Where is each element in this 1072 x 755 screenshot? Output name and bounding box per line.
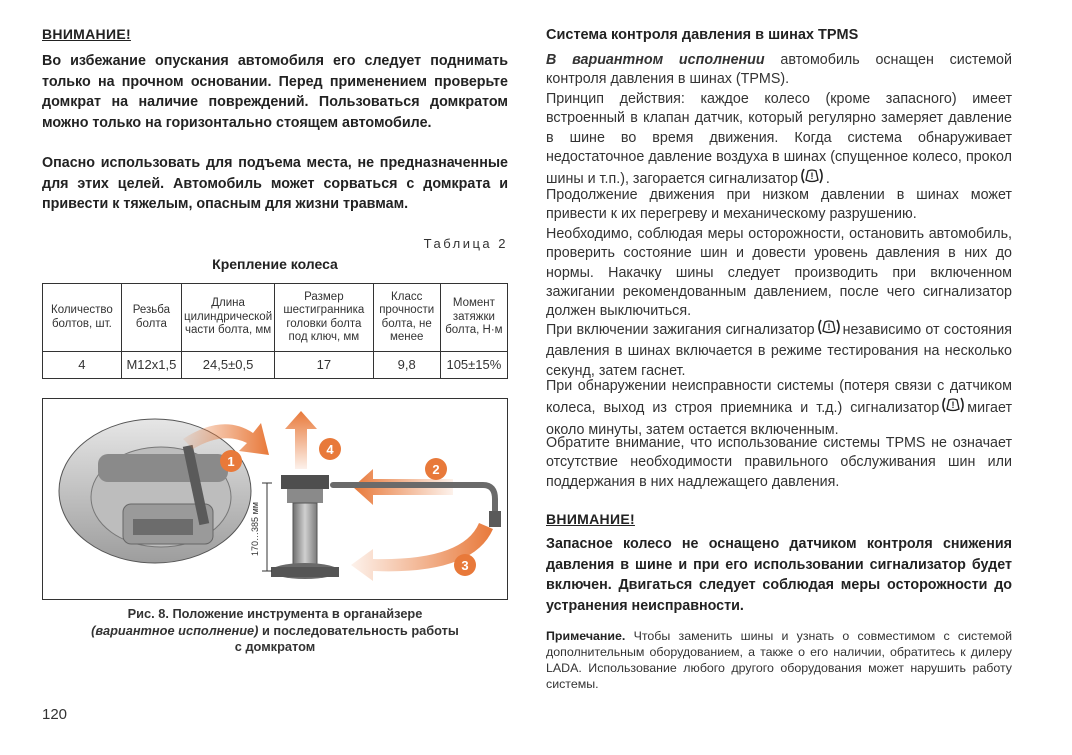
tpms-ignition-paragraph bbox=[546, 318, 1012, 381]
caption-line-2-rest: и последовательность работы bbox=[258, 622, 459, 638]
tpms-action-paragraph: Необходимо, соблюдая меры осторожности, остановить автомобиль, проверить состояние шин и довести уровень давления в них до нормы. Накачку шины следует производить при включенном зажигании рекомендованным давлением, после чего сигнализатор должен выключиться. bbox=[546, 226, 1012, 320]
table-cell: 24,5±0,5 bbox=[181, 352, 274, 379]
svg-text:!: ! bbox=[810, 171, 814, 182]
ignition-text-b: независимо от состояния давления в шинах включается в режиме тестирования на несколько секунд, затем гаснет. bbox=[546, 321, 1012, 379]
tpms-warning-icon bbox=[941, 396, 965, 420]
tpms-intro-paragraph bbox=[546, 51, 1012, 90]
table-cell: 4 bbox=[43, 352, 122, 379]
dimension-marker bbox=[250, 483, 272, 571]
malfunction-text-a: При обнаружении неисправности системы (потеря связи с датчиком колеса, выход из строя приемника и т.д.) сигнализатор bbox=[546, 378, 1012, 417]
step-2-number: 2 bbox=[432, 462, 440, 477]
step-3-number: 3 bbox=[461, 558, 469, 573]
table-cell: 105±15% bbox=[440, 352, 507, 379]
table-header-cell: Класс прочности болта, не менее bbox=[373, 284, 440, 352]
note-label: Примечание. bbox=[546, 629, 626, 643]
jack bbox=[271, 475, 339, 579]
warning-heading-right: ВНИМАНИЕ! bbox=[546, 511, 635, 527]
tpms-malfunction-paragraph bbox=[546, 377, 1012, 440]
table-header-cell: Длина цилиндрической части болта, мм bbox=[181, 284, 274, 352]
section-title-tpms: Система контроля давления в шинах TPMS bbox=[546, 27, 859, 43]
table-header-cell: Резьба болта bbox=[121, 284, 181, 352]
step-1-number: 1 bbox=[227, 454, 235, 469]
caption-line-2 bbox=[42, 623, 508, 640]
svg-text:!: ! bbox=[951, 400, 955, 411]
tpms-principle-paragraph bbox=[546, 90, 1012, 191]
table-header-cell: Момент затяжки болта, Н·м bbox=[440, 284, 507, 352]
ignition-text-a: При включении зажигания сигнализатор bbox=[546, 321, 815, 338]
arrow-step-3 bbox=[351, 523, 493, 581]
warning-paragraph-2: Опасно использовать для подъема места, не предназначенные для этих целей. Автомобиль может сорваться с домкрата и привести к тяжелым, опасным для жизни травмам. bbox=[42, 155, 508, 212]
table-header-row bbox=[43, 284, 508, 352]
caption-italic: (вариантное исполнение) bbox=[91, 622, 259, 638]
tpms-consequence-paragraph: Продолжение движения при низком давлении в шинах может привести к их перегреву и механическому разрушению. bbox=[546, 187, 1012, 223]
page-number: 120 bbox=[42, 706, 68, 723]
table-header-cell: Размер шестигранника головки болта под ключ, мм bbox=[275, 284, 373, 352]
table-header-cell: Количество болтов, шт. bbox=[43, 284, 122, 352]
principle-end: . bbox=[825, 171, 830, 188]
note-text: Чтобы заменить шины и узнать о совместимом с системой дополнительным оборудованием, а также о его наличии, обратитесь к дилеру LADA. Использование любого другого оборудования может нарушить работу системы. bbox=[546, 629, 1012, 691]
caption-line-3: с домкратом bbox=[234, 639, 316, 654]
dimension-label: 170…385 мм bbox=[250, 502, 260, 556]
principle-text: Принцип действия: каждое колесо (кроме запасного) имеет встроенный в клапан датчик, который регулярно замеряет давление в шине во время движения. Когда система обнаруживает недостаточное давление воздуха в шинах (спущенное колесо, прокол шины и т.п.), загорается сигнализатор bbox=[546, 91, 1012, 188]
table-label: Таблица 2 bbox=[423, 236, 508, 251]
organizer-tray bbox=[59, 419, 251, 563]
arrow-step-4 bbox=[285, 411, 341, 469]
table-title: Крепление колеса bbox=[212, 256, 338, 272]
note-paragraph bbox=[546, 628, 1012, 692]
wheel-fastening-table bbox=[42, 283, 508, 379]
table-row bbox=[43, 352, 508, 379]
tpms-notice-paragraph: Обратите внимание, что использование системы TPMS не означает отсутствие необходимости правильного обслуживания шин или поддержания в них надлежащего давления. bbox=[546, 435, 1012, 490]
table-cell: M12x1,5 bbox=[121, 352, 181, 379]
malfunction-text-b: мигает около минуты, затем остается включенным. bbox=[546, 400, 1012, 438]
tpms-warning-icon bbox=[817, 318, 841, 342]
table-cell: 9,8 bbox=[373, 352, 440, 379]
figure-caption bbox=[42, 606, 508, 656]
intro-text: автомобиль оснащен системой контроля давления в шинах (TPMS). bbox=[546, 52, 1012, 88]
figure-illustration bbox=[43, 399, 507, 599]
caption-line-1: Рис. 8. Положение инструмента в органайзере bbox=[127, 606, 423, 621]
warning-paragraph-1: Во избежание опускания автомобиля его следует поднимать только на прочном основании. Перед применением проверьте домкрат на наличие повреждений. Пользоваться домкратом можно только на горизонтально стоящем автомобиле. bbox=[42, 53, 508, 131]
table-cell: 17 bbox=[275, 352, 373, 379]
figure-jack-organizer bbox=[42, 398, 508, 600]
variant-label: В вариантном исполнении bbox=[546, 52, 765, 68]
svg-text:!: ! bbox=[827, 322, 831, 332]
warning-heading-left: ВНИМАНИЕ! bbox=[42, 26, 131, 42]
spare-wheel-warning: Запасное колесо не оснащено датчиком контроля снижения давления в шине и при его использовании сигнализатор будет включен. Двигаться следует соблюдая меры осторожности до устранения неисправности. bbox=[546, 536, 1012, 614]
arrow-step-2 bbox=[353, 458, 453, 505]
step-4-number: 4 bbox=[326, 442, 334, 457]
